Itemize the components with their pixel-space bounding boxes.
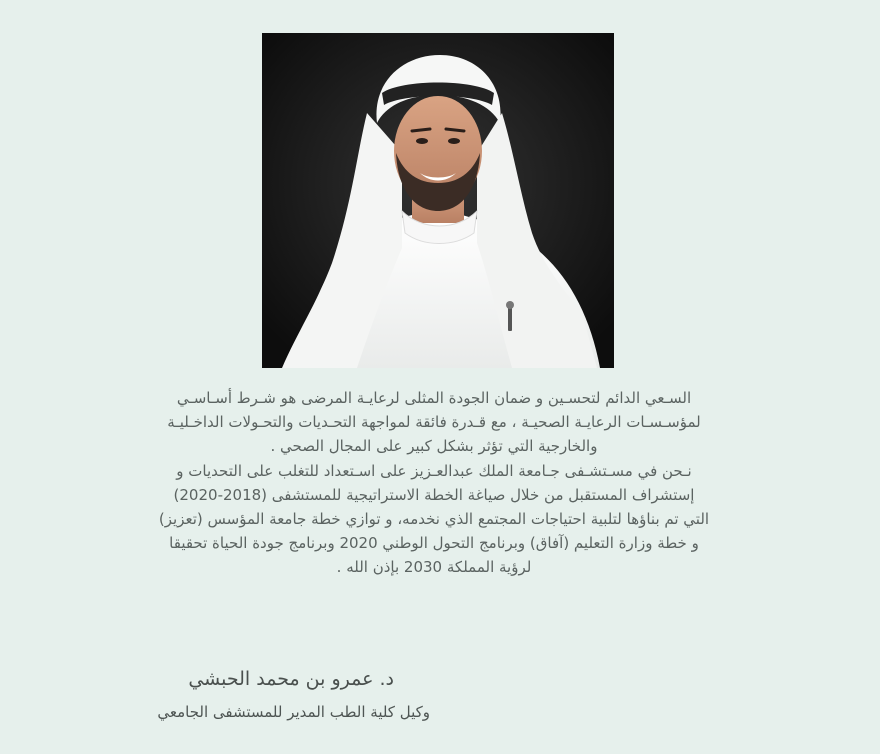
- director-title: وكيل كلية الطب المدير للمستشفى الجامعي: [157, 703, 430, 721]
- message-line: نـحن في مسـتشـفى جـامعة الملك عبدالعـزيز على اسـتعداد للتغلب على التحديات و: [176, 461, 692, 480]
- director-message: [128, 386, 740, 580]
- message-line: السـعي الدائم لتحسـين و ضمان الجودة المثلى لرعايـة المرضى هو شـرط أسـاسـي: [176, 389, 692, 407]
- director-portrait: [262, 33, 614, 368]
- message-paragraph-1: [128, 386, 740, 459]
- person-portrait-icon: [262, 33, 614, 368]
- message-line: التي تم بناؤها لتلبية احتياجات المجتمع الذي نخدمه، و توازي خطة جامعة المؤسس (تعزيز): [158, 510, 710, 529]
- message-line: و خطة وزارة التعليم (آفاق) وبرنامج التحول الوطني 2020 وبرنامج جودة الحياة تحقيقا: [169, 534, 699, 553]
- message-line: والخارجية التي تؤثر بشكل كبير على المجال الصحي .: [270, 437, 598, 456]
- message-line: لرؤية المملكة 2030 بإذن الله .: [336, 558, 532, 577]
- signature-block: [100, 664, 430, 726]
- message-line: لمؤسـسـات الرعايـة الصحيـة ، مع قـدرة فائقة لمواجهة التحـديات والتحـولات الداخـليـة: [167, 413, 701, 432]
- message-paragraph-2: [128, 459, 740, 580]
- message-line: إستشراف المستقبل من خلال صياغة الخطة الاستراتيجية للمستشفى (2018-2020): [173, 485, 695, 504]
- director-name: د. عمرو بن محمد الحبشي: [188, 668, 394, 690]
